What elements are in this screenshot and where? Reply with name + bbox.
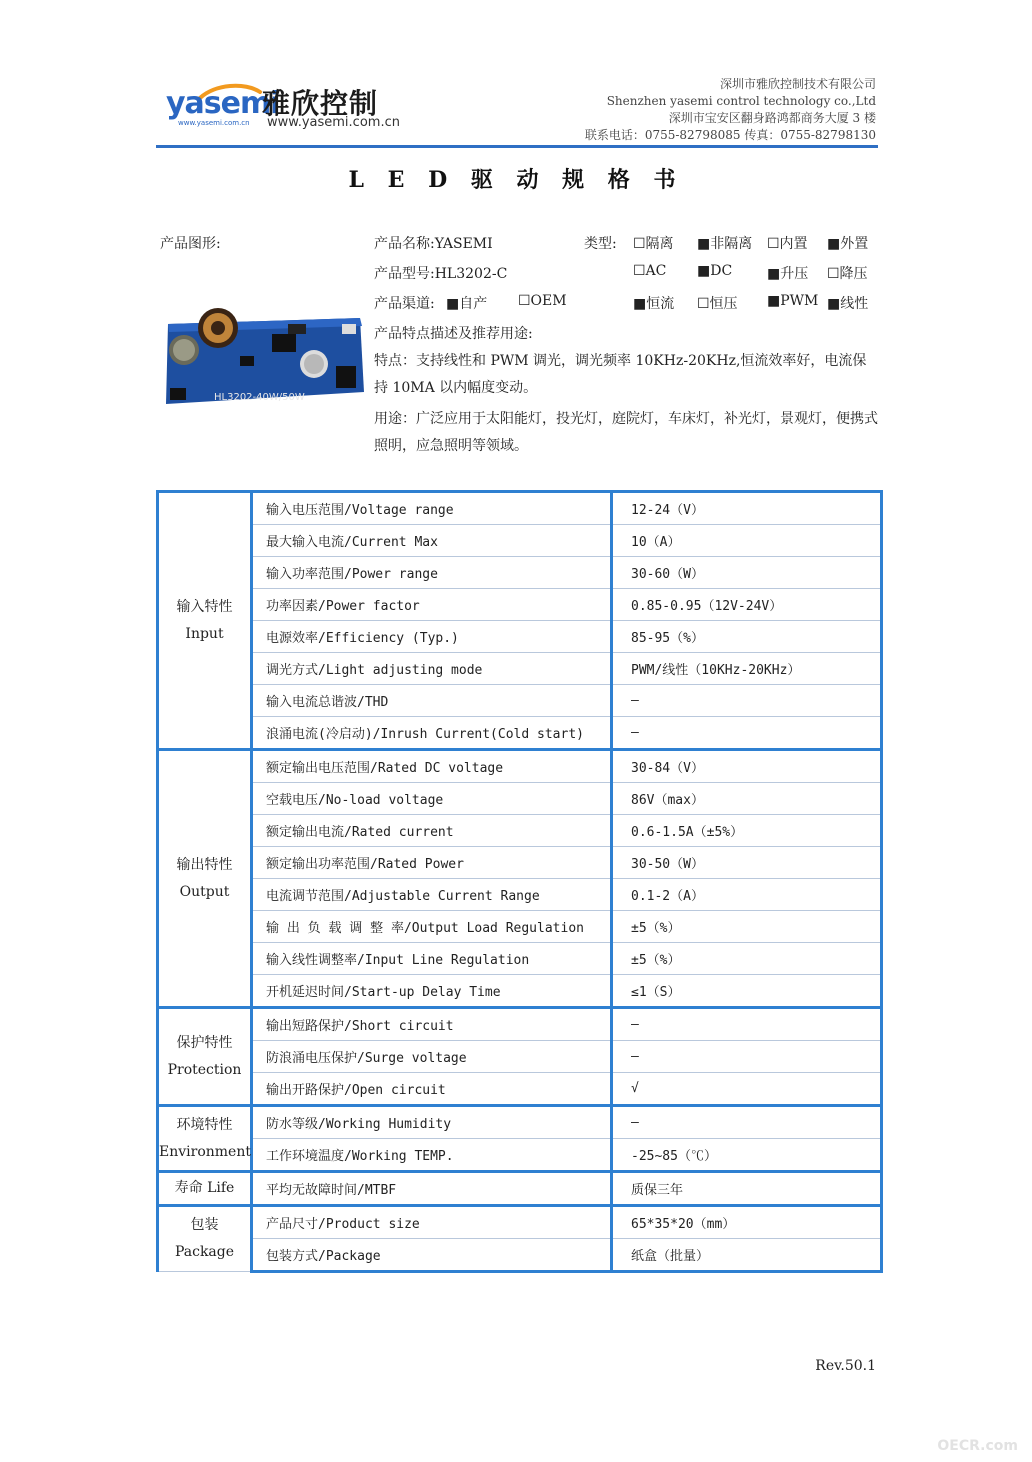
spec-value: ±5（%） (612, 911, 882, 943)
spec-value: 0.6-1.5A（±5%） (612, 815, 882, 847)
table-row (158, 879, 882, 911)
spec-label: 空载电压/No-load voltage (252, 783, 612, 815)
company-address: 深圳市宝安区翻身路鸿都商务大厦 3 楼 (668, 111, 876, 125)
category-en: Output (179, 883, 230, 900)
spec-value: PWM/线性（10KHz-20KHz） (612, 653, 882, 685)
description-label: 产品特点描述及推荐用途: (374, 326, 533, 342)
type-option: ■PWM (767, 293, 819, 309)
table-row (158, 911, 882, 943)
type-option: ☐内置 (767, 236, 808, 252)
spec-label: 输入线性调整率/Input Line Regulation (252, 943, 612, 975)
spec-value: 30-50（W） (612, 847, 882, 879)
category-cell (158, 1008, 252, 1106)
logo-wordmark: yasemi (166, 86, 280, 121)
spec-value: 30-84（V） (612, 750, 882, 783)
table-row (158, 492, 882, 525)
spec-value: 12-24（V） (612, 492, 882, 525)
table-row (158, 750, 882, 783)
company-phone-fax: 联系电话：0755-82798085 传真：0755-82798130 (584, 128, 876, 142)
category-cn: 包装 (190, 1217, 219, 1233)
type-option: ☐恒压 (697, 296, 738, 312)
table-row (158, 943, 882, 975)
type-option: ■升压 (767, 266, 809, 282)
company-name-cn: 深圳市雅欣控制技术有限公司 (719, 77, 876, 91)
document-title: L E D 驱 动 规 格 书 (348, 167, 684, 193)
table-row (158, 1041, 882, 1073)
type-option: ■DC (697, 263, 733, 279)
category-cn: 输入特性 (176, 598, 233, 615)
revision-number: Rev.50.1 (815, 1358, 876, 1374)
type-option: ☐AC (633, 263, 667, 279)
spec-value: ≤1（S） (612, 975, 882, 1008)
spec-value: 0.1-2（A） (612, 879, 882, 911)
type-option: ☐降压 (827, 266, 868, 282)
category-cell (158, 1206, 252, 1272)
spec-table (156, 490, 883, 1273)
table-row (158, 783, 882, 815)
category-en: Environment (159, 1143, 251, 1160)
watermark: OECR.com (937, 1438, 1018, 1454)
spec-label: 额定输出电压范围/Rated DC voltage (252, 750, 612, 783)
spec-value: ±5（%） (612, 943, 882, 975)
spec-label: 输出短路保护/Short circuit (252, 1008, 612, 1041)
spec-value: 0.85-0.95（12V-24V） (612, 589, 882, 621)
spec-label: 输入电压范围/Voltage range (252, 492, 612, 525)
table-row (158, 621, 882, 653)
category-cn: 输出特性 (176, 856, 233, 873)
spec-label: 输入功率范围/Power range (252, 557, 612, 589)
spec-label: 额定输出电流/Rated current (252, 815, 612, 847)
spec-label: 工作环境温度/Working TEMP. (252, 1139, 612, 1172)
spec-label: 电流调节范围/Adjustable Current Range (252, 879, 612, 911)
table-row (158, 525, 882, 557)
usage-text: 用途：广泛应用于太阳能灯，投光灯，庭院灯，车床灯，补光灯，景观灯，便携式照明，应急照明等领域。 (374, 411, 878, 454)
type-label: 类型: (584, 236, 617, 252)
category-cn: 保护特性 (176, 1034, 233, 1051)
category-cell (158, 492, 252, 750)
channel-option-self: ■自产 (446, 296, 488, 312)
table-row (158, 815, 882, 847)
spec-label: 产品尺寸/Product size (252, 1206, 612, 1239)
table-row (158, 1139, 882, 1172)
category-en: Input (185, 625, 224, 642)
spec-label: 功率因素/Power factor (252, 589, 612, 621)
spec-value: — (612, 1106, 882, 1139)
spec-value: √ (612, 1073, 882, 1106)
spec-value: 质保三年 (612, 1172, 882, 1206)
table-row (158, 653, 882, 685)
logo-chinese-name: 雅欣控制 (262, 87, 379, 120)
type-option: ■非隔离 (697, 236, 753, 252)
type-option: ■外置 (827, 236, 869, 252)
spec-value: 纸盒（批量） (612, 1239, 882, 1272)
product-channel-label: 产品渠道: (374, 296, 435, 312)
table-row (158, 717, 882, 750)
spec-label: 电源效率/Efficiency (Typ.) (252, 621, 612, 653)
spec-label: 包装方式/Package (252, 1239, 612, 1272)
spec-label: 最大输入电流/Current Max (252, 525, 612, 557)
spec-label: 额定输出功率范围/Rated Power (252, 847, 612, 879)
category-en: Protection (167, 1061, 242, 1078)
table-row (158, 847, 882, 879)
table-row (158, 1073, 882, 1106)
header-divider (156, 145, 878, 148)
spec-value: -25~85（℃） (612, 1139, 882, 1172)
logo-subtext: www.yasemi.com.cn (178, 119, 250, 127)
table-row (158, 1106, 882, 1139)
product-model: 产品型号:HL3202-C (374, 266, 508, 282)
spec-value: — (612, 717, 882, 750)
category-cn: 寿命 Life (174, 1180, 235, 1196)
spec-label: 平均无故障时间/MTBF (252, 1172, 612, 1206)
company-name-en: Shenzhen yasemi control technology co.,Ltd (606, 94, 876, 108)
category-cell (158, 750, 252, 1008)
type-option: ■恒流 (633, 296, 675, 312)
spec-label: 输 出 负 载 调 整 率/Output Load Regulation (252, 911, 612, 943)
spec-value: 85-95（%） (612, 621, 882, 653)
spec-label: 调光方式/Light adjusting mode (252, 653, 612, 685)
spec-label: 开机延迟时间/Start-up Delay Time (252, 975, 612, 1008)
spec-label: 防浪涌电压保护/Surge voltage (252, 1041, 612, 1073)
spec-value: 65*35*20（mm） (612, 1206, 882, 1239)
table-row (158, 1206, 882, 1239)
category-cell (158, 1172, 252, 1206)
spec-value: 30-60（W） (612, 557, 882, 589)
company-contact-block (585, 76, 876, 144)
category-cell (158, 1106, 252, 1172)
spec-value: — (612, 1008, 882, 1041)
table-row (158, 685, 882, 717)
category-cn: 环境特性 (176, 1116, 233, 1133)
table-row (158, 589, 882, 621)
spec-label: 浪涌电流(冷启动)/Inrush Current(Cold start) (252, 717, 612, 750)
pcb-silkscreen-label: HL3202-40W/50W (214, 392, 305, 403)
feature-text: 特点：支持线性和 PWM 调光，调光频率 10KHz-20KHz,恒流效率好，电流保持 10MA 以内幅度变动。 (374, 353, 867, 396)
spec-value: — (612, 1041, 882, 1073)
spec-label: 输入电流总谐波/THD (252, 685, 612, 717)
spec-table-body (158, 492, 882, 1272)
table-row (158, 557, 882, 589)
spec-label: 防水等级/Working Humidity (252, 1106, 612, 1139)
spec-value: — (612, 685, 882, 717)
spec-value: 86V（max） (612, 783, 882, 815)
image-label: 产品图形: (160, 236, 221, 252)
channel-option-oem: ☐OEM (518, 293, 567, 309)
table-row (158, 975, 882, 1008)
product-image (160, 296, 366, 408)
category-en: Package (174, 1244, 235, 1260)
product-name: 产品名称:YASEMI (374, 236, 493, 252)
table-row (158, 1172, 882, 1206)
type-option: ☐隔离 (633, 236, 674, 252)
table-row (158, 1008, 882, 1041)
spec-label: 输出开路保护/Open circuit (252, 1073, 612, 1106)
type-option: ■线性 (827, 296, 869, 312)
spec-value: 10（A） (612, 525, 882, 557)
logo-url: www.yasemi.com.cn (267, 115, 400, 130)
table-row (158, 1239, 882, 1272)
